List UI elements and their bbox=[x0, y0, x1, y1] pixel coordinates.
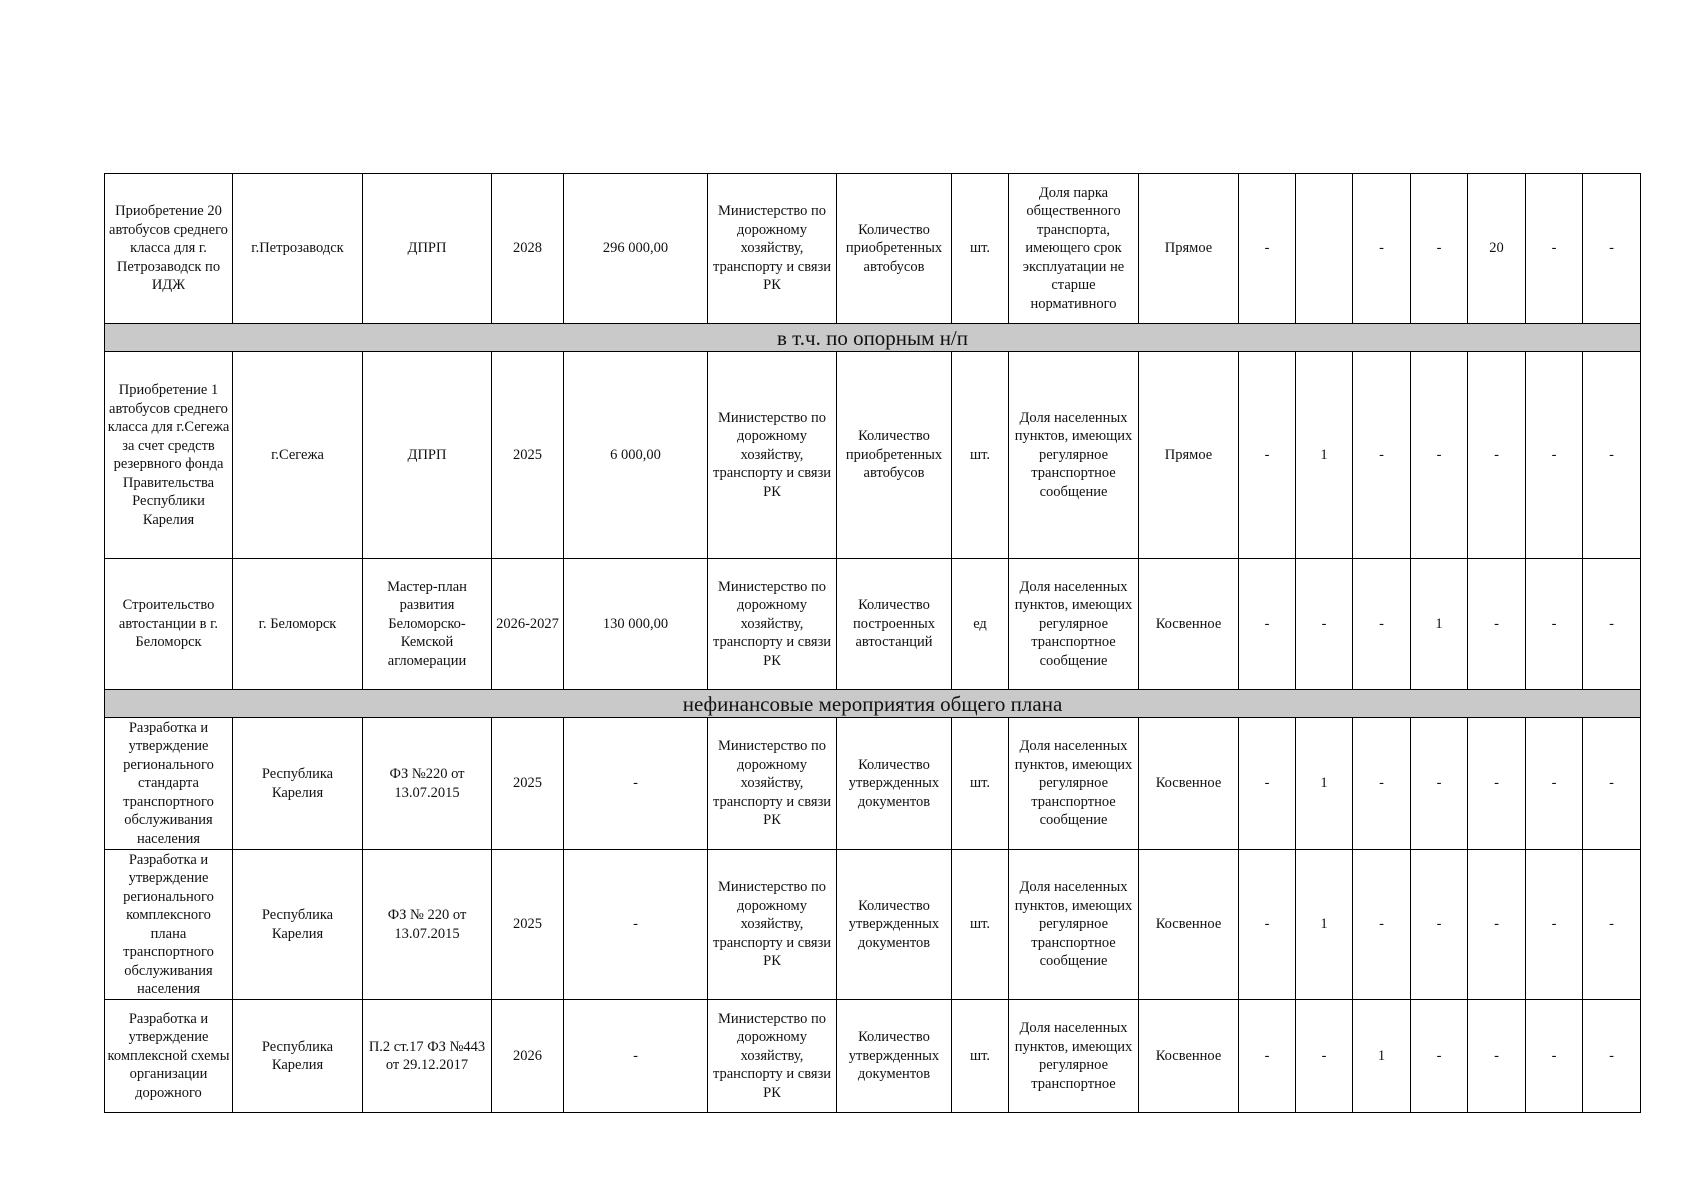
responsible-cell: Министерство по дорожному хозяйству, транспорту и связи РК bbox=[708, 718, 837, 850]
basis-cell: П.2 ст.17 ФЗ №443 от 29.12.2017 bbox=[363, 1000, 492, 1113]
year-value-cell: - bbox=[1583, 174, 1641, 324]
year-value-cell: 1 bbox=[1296, 850, 1353, 1000]
effect-cell: Прямое bbox=[1139, 352, 1239, 559]
year-value-cell: - bbox=[1296, 1000, 1353, 1113]
year-value-cell: - bbox=[1468, 1000, 1526, 1113]
section-row bbox=[105, 324, 1641, 352]
section-title: нефинансовые мероприятия общего плана bbox=[105, 690, 1641, 718]
measures-table bbox=[104, 173, 1641, 1113]
year-value-cell: - bbox=[1583, 352, 1641, 559]
amount-cell: 6 000,00 bbox=[564, 352, 708, 559]
year-value-cell: - bbox=[1353, 850, 1411, 1000]
table-row bbox=[105, 718, 1641, 850]
year-value-cell: - bbox=[1411, 1000, 1468, 1113]
year-value-cell: - bbox=[1468, 559, 1526, 690]
measure-name-cell: Разработка и утверждение регионального стандарта транспортного обслуживания населения bbox=[105, 718, 233, 850]
year-value-cell: - bbox=[1526, 850, 1583, 1000]
location-cell: Республика Карелия bbox=[233, 850, 363, 1000]
indicator-cell: Количество утвержденных документов bbox=[837, 718, 952, 850]
unit-cell: шт. bbox=[952, 1000, 1009, 1113]
target-indicator-cell: Доля населенных пунктов, имеющих регулярное транспортное сообщение bbox=[1009, 352, 1139, 559]
measure-name-cell: Приобретение 1 автобусов среднего класса для г.Сегежа за счет средств резервного фонда Правительства Республики Карелия bbox=[105, 352, 233, 559]
year-value-cell: - bbox=[1468, 352, 1526, 559]
unit-cell: шт. bbox=[952, 850, 1009, 1000]
year-value-cell: - bbox=[1411, 174, 1468, 324]
year-value-cell: - bbox=[1353, 174, 1411, 324]
year-cell: 2025 bbox=[492, 352, 564, 559]
indicator-cell: Количество утвержденных документов bbox=[837, 850, 952, 1000]
table-row bbox=[105, 559, 1641, 690]
target-indicator-cell: Доля населенных пунктов, имеющих регулярное транспортное сообщение bbox=[1009, 559, 1139, 690]
year-value-cell: - bbox=[1353, 718, 1411, 850]
year-value-cell: 1 bbox=[1296, 718, 1353, 850]
responsible-cell: Министерство по дорожному хозяйству, транспорту и связи РК bbox=[708, 559, 837, 690]
year-cell: 2028 bbox=[492, 174, 564, 324]
effect-cell: Косвенное bbox=[1139, 559, 1239, 690]
year-value-cell: - bbox=[1239, 174, 1296, 324]
measure-name-cell: Разработка и утверждение регионального комплексного плана транспортного обслуживания населения bbox=[105, 850, 233, 1000]
year-value-cell: - bbox=[1583, 1000, 1641, 1113]
target-indicator-cell: Доля населенных пунктов, имеющих регулярное транспортное bbox=[1009, 1000, 1139, 1113]
basis-cell: ФЗ №220 от 13.07.2015 bbox=[363, 718, 492, 850]
section-row bbox=[105, 690, 1641, 718]
year-value-cell: - bbox=[1526, 718, 1583, 850]
year-value-cell: 20 bbox=[1468, 174, 1526, 324]
indicator-cell: Количество построенных автостанций bbox=[837, 559, 952, 690]
target-indicator-cell: Доля населенных пунктов, имеющих регулярное транспортное сообщение bbox=[1009, 718, 1139, 850]
year-value-cell: - bbox=[1239, 718, 1296, 850]
measure-name-cell: Разработка и утверждение комплексной схемы организации дорожного bbox=[105, 1000, 233, 1113]
basis-cell: ФЗ № 220 от 13.07.2015 bbox=[363, 850, 492, 1000]
year-value-cell: - bbox=[1239, 850, 1296, 1000]
location-cell: г.Петрозаводск bbox=[233, 174, 363, 324]
year-value-cell: - bbox=[1583, 718, 1641, 850]
amount-cell: - bbox=[564, 1000, 708, 1113]
year-value-cell: - bbox=[1353, 352, 1411, 559]
indicator-cell: Количество приобретенных автобусов bbox=[837, 174, 952, 324]
indicator-cell: Количество приобретенных автобусов bbox=[837, 352, 952, 559]
year-value-cell: - bbox=[1526, 1000, 1583, 1113]
basis-cell: ДПРП bbox=[363, 174, 492, 324]
amount-cell: 130 000,00 bbox=[564, 559, 708, 690]
year-value-cell: - bbox=[1411, 352, 1468, 559]
responsible-cell: Министерство по дорожному хозяйству, транспорту и связи РК bbox=[708, 352, 837, 559]
year-value-cell: - bbox=[1296, 559, 1353, 690]
effect-cell: Косвенное bbox=[1139, 850, 1239, 1000]
indicator-cell: Количество утвержденных документов bbox=[837, 1000, 952, 1113]
unit-cell: шт. bbox=[952, 174, 1009, 324]
table-row bbox=[105, 352, 1641, 559]
year-value-cell: - bbox=[1239, 1000, 1296, 1113]
measure-name-cell: Приобретение 20 автобусов среднего класса для г. Петрозаводск по ИДЖ bbox=[105, 174, 233, 324]
effect-cell: Косвенное bbox=[1139, 1000, 1239, 1113]
year-cell: 2026 bbox=[492, 1000, 564, 1113]
year-value-cell: - bbox=[1411, 850, 1468, 1000]
location-cell: г. Беломорск bbox=[233, 559, 363, 690]
unit-cell: шт. bbox=[952, 718, 1009, 850]
year-value-cell: - bbox=[1239, 559, 1296, 690]
year-value-cell: 1 bbox=[1296, 352, 1353, 559]
effect-cell: Прямое bbox=[1139, 174, 1239, 324]
amount-cell: - bbox=[564, 850, 708, 1000]
unit-cell: шт. bbox=[952, 352, 1009, 559]
responsible-cell: Министерство по дорожному хозяйству, транспорту и связи РК bbox=[708, 174, 837, 324]
basis-cell: Мастер-план развития Беломорско-Кемской агломерации bbox=[363, 559, 492, 690]
effect-cell: Косвенное bbox=[1139, 718, 1239, 850]
responsible-cell: Министерство по дорожному хозяйству, транспорту и связи РК bbox=[708, 850, 837, 1000]
year-value-cell: 1 bbox=[1353, 1000, 1411, 1113]
year-value-cell: - bbox=[1526, 174, 1583, 324]
year-value-cell: - bbox=[1583, 559, 1641, 690]
location-cell: г.Сегежа bbox=[233, 352, 363, 559]
target-indicator-cell: Доля парка общественного транспорта, имеющего срок эксплуатации не старше нормативного bbox=[1009, 174, 1139, 324]
amount-cell: - bbox=[564, 718, 708, 850]
location-cell: Республика Карелия bbox=[233, 1000, 363, 1113]
year-value-cell: - bbox=[1411, 718, 1468, 850]
year-value-cell: - bbox=[1583, 850, 1641, 1000]
table-row bbox=[105, 850, 1641, 1000]
year-value-cell bbox=[1296, 174, 1353, 324]
year-value-cell: 1 bbox=[1411, 559, 1468, 690]
year-value-cell: - bbox=[1468, 850, 1526, 1000]
year-value-cell: - bbox=[1468, 718, 1526, 850]
year-value-cell: - bbox=[1353, 559, 1411, 690]
year-value-cell: - bbox=[1526, 559, 1583, 690]
basis-cell: ДПРП bbox=[363, 352, 492, 559]
table-row bbox=[105, 174, 1641, 324]
section-title: в т.ч. по опорным н/п bbox=[105, 324, 1641, 352]
target-indicator-cell: Доля населенных пунктов, имеющих регулярное транспортное сообщение bbox=[1009, 850, 1139, 1000]
year-value-cell: - bbox=[1239, 352, 1296, 559]
year-cell: 2025 bbox=[492, 850, 564, 1000]
responsible-cell: Министерство по дорожному хозяйству, транспорту и связи РК bbox=[708, 1000, 837, 1113]
year-cell: 2026-2027 bbox=[492, 559, 564, 690]
table-row bbox=[105, 1000, 1641, 1113]
unit-cell: ед bbox=[952, 559, 1009, 690]
year-cell: 2025 bbox=[492, 718, 564, 850]
year-value-cell: - bbox=[1526, 352, 1583, 559]
amount-cell: 296 000,00 bbox=[564, 174, 708, 324]
measure-name-cell: Строительство автостанции в г. Беломорск bbox=[105, 559, 233, 690]
location-cell: Республика Карелия bbox=[233, 718, 363, 850]
